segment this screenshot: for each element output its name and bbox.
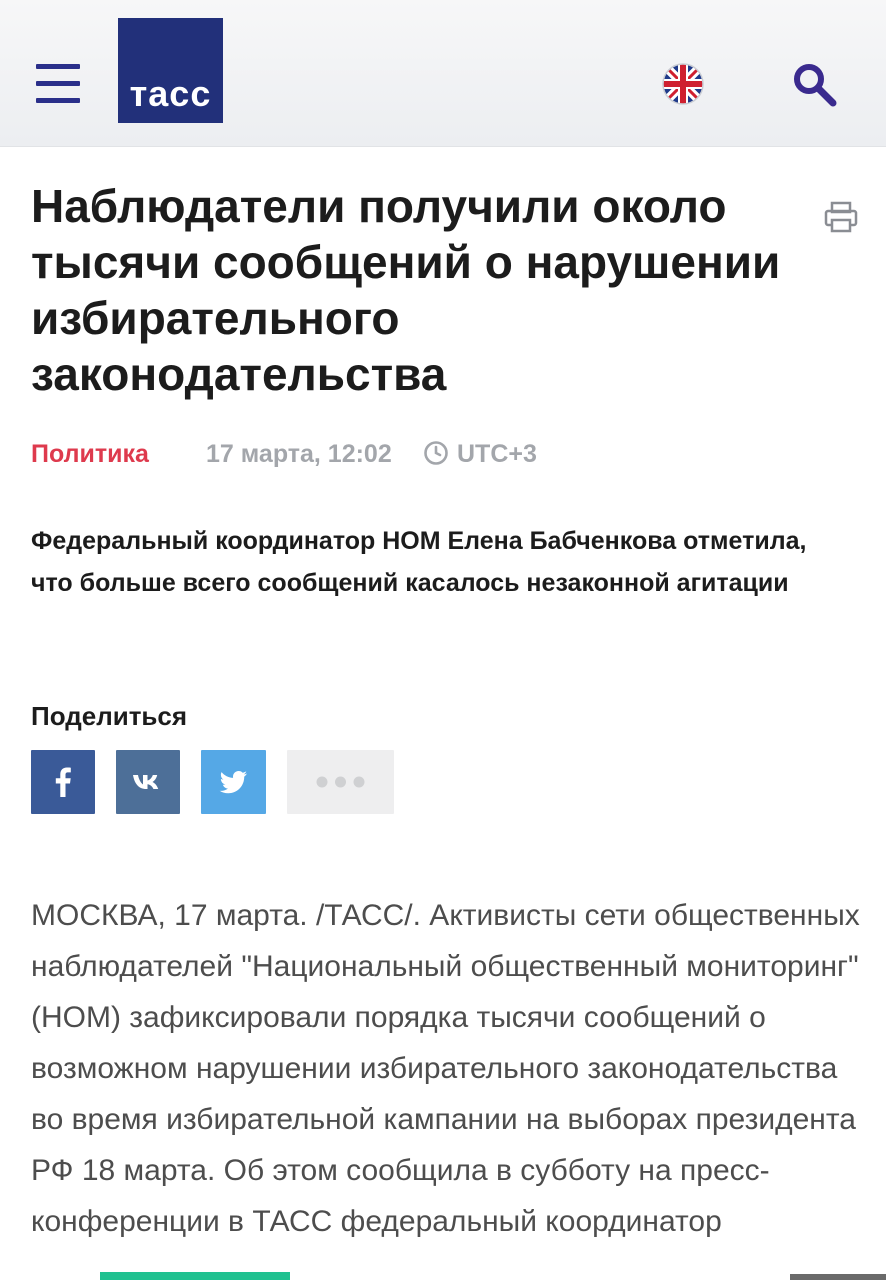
- timezone-label: UTC+3: [457, 440, 537, 468]
- article-body: МОСКВА, 17 марта. /ТАСС/. Активисты сети общественных наблюдателей "Национальный общественный мониторинг" (НОМ) зафиксировали порядка тысячи сообщений о возможном нарушении избирательного законодательства во время избирательной кампании на выборах президента РФ 18 марта. Об этом сообщила в субботу на пресс-конференции в ТАСС федеральный координатор: [31, 899, 860, 1238]
- hamburger-menu-icon[interactable]: [36, 64, 80, 104]
- more-dots-icon: [287, 750, 394, 814]
- twitter-icon: [201, 750, 266, 814]
- search-icon[interactable]: [792, 62, 838, 108]
- category-link[interactable]: Политика: [31, 440, 149, 468]
- article-title: Наблюдатели получили около тысячи сообщений о нарушении избирательного законодательства: [31, 180, 781, 400]
- facebook-icon: [31, 750, 95, 814]
- share-heading: Поделиться: [31, 701, 188, 731]
- share-more-button[interactable]: [287, 750, 394, 814]
- vk-icon: [116, 750, 180, 814]
- logo-text: тасс: [129, 73, 212, 114]
- publish-date: 17 марта, 12:02: [206, 440, 392, 468]
- bottom-bar-right: [790, 1274, 886, 1280]
- top-header: [0, 0, 886, 147]
- print-icon[interactable]: [824, 201, 858, 233]
- share-vk-button[interactable]: [116, 750, 180, 814]
- share-twitter-button[interactable]: [201, 750, 266, 814]
- bottom-accent-bar: [100, 1272, 290, 1280]
- share-facebook-button[interactable]: [31, 750, 95, 814]
- tass-logo[interactable]: [118, 18, 223, 123]
- clock-icon: [423, 440, 449, 466]
- article-lead: Федеральный координатор НОМ Елена Бабченкова отметила, что больше всего сообщений касалось незаконной агитации: [31, 527, 807, 597]
- uk-flag-icon[interactable]: [661, 62, 705, 106]
